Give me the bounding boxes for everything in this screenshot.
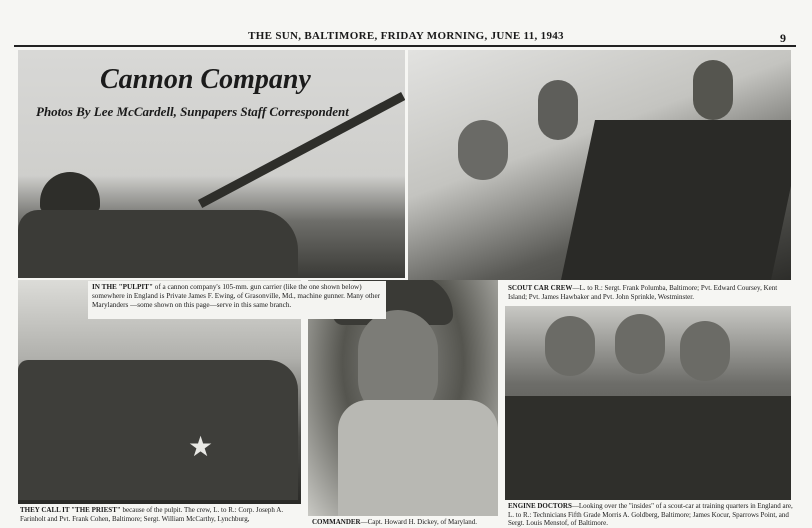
masthead: THE SUN, BALTIMORE, FRIDAY MORNING, JUNE 11, 1943 <box>248 30 564 42</box>
caption-text: of a cannon company's 105-mm. gun carrier (like the one shown below) somewhere in England is Private James F. Ewing, of Grasonville, Md., machine gunner. Many other Marylanders —some shown on this page—serve in this same branch. <box>92 283 381 309</box>
caption-text: because of the pulpit. The crew, L. to R.: Corp. Joseph A. Farinholt and Pvt. Frank Cohen, Baltimore; Sergt. William McCarthy, Lynchburg, <box>20 506 284 523</box>
caption-lead: THEY CALL IT "THE PRIEST" <box>20 506 121 514</box>
caption-text: —L. to R.: Sergt. Frank Polumba, Baltimore; Pvt. Edward Coursey, Kent Island; Pvt. James Hawbaker and Pvt. John Sprinkle, Westminster. <box>508 284 778 301</box>
caption-lead: SCOUT CAR CREW <box>508 284 573 292</box>
caption-scout-car-crew <box>508 284 793 301</box>
caption-commander <box>312 518 502 527</box>
caption-lead: IN THE "PULPIT" <box>92 283 153 291</box>
caption-engine-doctors <box>508 502 793 528</box>
feature-title: Cannon Company <box>100 64 311 95</box>
caption-text: —Looking over the "insides" of a scout-car at training quarters in England are, L. to R.: Technicians Fifth Grade Morris A. Goldberg, Baltimore; James Kocur, Sparrows Point, and Sergt. Louis Menstof, of Baltimore. <box>508 502 793 527</box>
star-insignia-icon: ★ <box>188 432 214 463</box>
feature-byline: Photos By Lee McCardell, Sunpapers Staff Correspondent <box>36 104 349 119</box>
photo-scout-car-crew <box>408 50 791 280</box>
caption-text: —Capt. Howard H. Dickey, of Maryland. <box>360 518 477 526</box>
caption-the-priest <box>20 506 305 525</box>
photo-engine-doctors <box>505 306 791 500</box>
caption-lead: ENGINE DOCTORS <box>508 502 572 510</box>
masthead-rule <box>14 45 796 47</box>
caption-lead: COMMANDER <box>312 518 361 526</box>
caption-pulpit <box>88 281 386 319</box>
page-number: 9 <box>780 31 786 45</box>
